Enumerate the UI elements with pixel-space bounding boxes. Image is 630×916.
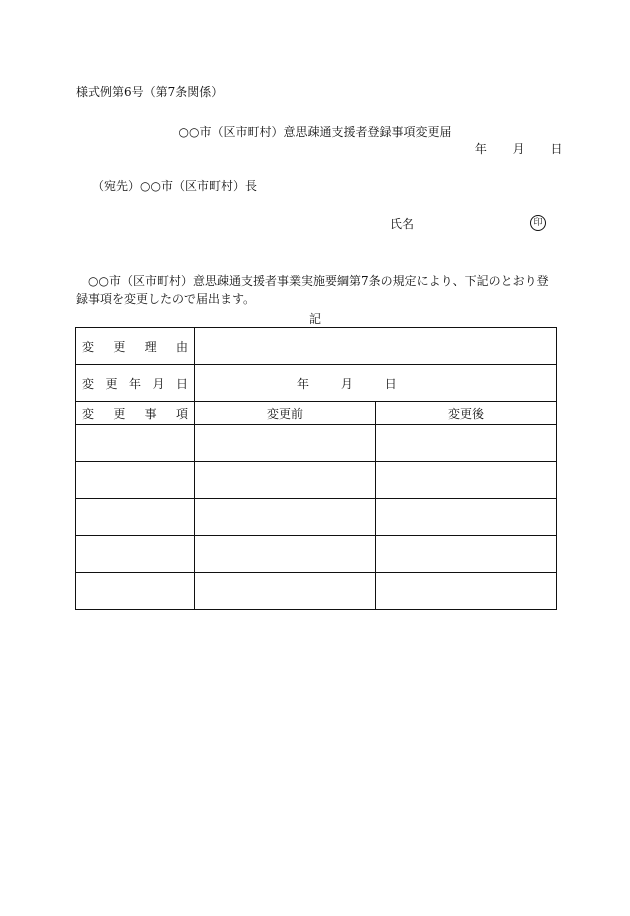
- submission-date: [449, 142, 563, 156]
- change-date-field[interactable]: [195, 365, 557, 402]
- after-cell[interactable]: [376, 462, 557, 499]
- body-text: ○○市（区市町村）意思疎通支援者事業実施要綱第7条の規定により、下記のとおり登録事項を変更したので届出ます。: [76, 274, 549, 306]
- after-cell[interactable]: [376, 499, 557, 536]
- after-header: 変更後: [376, 402, 557, 425]
- reason-field[interactable]: [195, 328, 557, 365]
- reason-row: [76, 328, 557, 365]
- seal-mark: 印: [530, 215, 546, 231]
- change-date-year: 年: [297, 376, 310, 391]
- change-form-table: [75, 327, 557, 610]
- date-day-label: 日: [550, 142, 563, 156]
- name-label: 氏名: [390, 217, 415, 231]
- addressee: （宛先）○○市（区市町村）長: [92, 179, 257, 193]
- before-cell[interactable]: [195, 462, 376, 499]
- table-row: [76, 536, 557, 573]
- change-date-label: 変 更 年 月 日: [82, 376, 188, 391]
- change-date-row: [76, 365, 557, 402]
- item-cell[interactable]: [76, 425, 195, 462]
- table-row: [76, 573, 557, 610]
- date-year-label: 年: [474, 142, 487, 156]
- item-cell[interactable]: [76, 573, 195, 610]
- ki-heading: 記: [308, 312, 321, 326]
- before-cell[interactable]: [195, 499, 376, 536]
- after-cell[interactable]: [376, 536, 557, 573]
- change-date-label-cell: [76, 365, 195, 402]
- before-cell[interactable]: [195, 573, 376, 610]
- items-label: 変 更 事 項: [82, 406, 188, 421]
- reason-label: 変 更 理 由: [82, 339, 188, 354]
- before-cell[interactable]: [195, 425, 376, 462]
- item-cell[interactable]: [76, 536, 195, 573]
- document-title: ○○市（区市町村）意思疎通支援者登録事項変更届: [178, 125, 452, 139]
- date-month-label: 月: [512, 142, 525, 156]
- item-cell[interactable]: [76, 499, 195, 536]
- reason-label-cell: [76, 328, 195, 365]
- table-row: [76, 425, 557, 462]
- items-label-cell: [76, 402, 195, 425]
- table-row: [76, 499, 557, 536]
- table-row: [76, 462, 557, 499]
- change-date-month: 月: [340, 376, 353, 391]
- items-header-row: [76, 402, 557, 425]
- before-header: 変更前: [195, 402, 376, 425]
- item-cell[interactable]: [76, 462, 195, 499]
- form-number-label: 様式例第6号（第7条関係）: [76, 85, 224, 99]
- after-cell[interactable]: [376, 425, 557, 462]
- before-cell[interactable]: [195, 536, 376, 573]
- after-cell[interactable]: [376, 573, 557, 610]
- change-date-day: 日: [384, 376, 397, 391]
